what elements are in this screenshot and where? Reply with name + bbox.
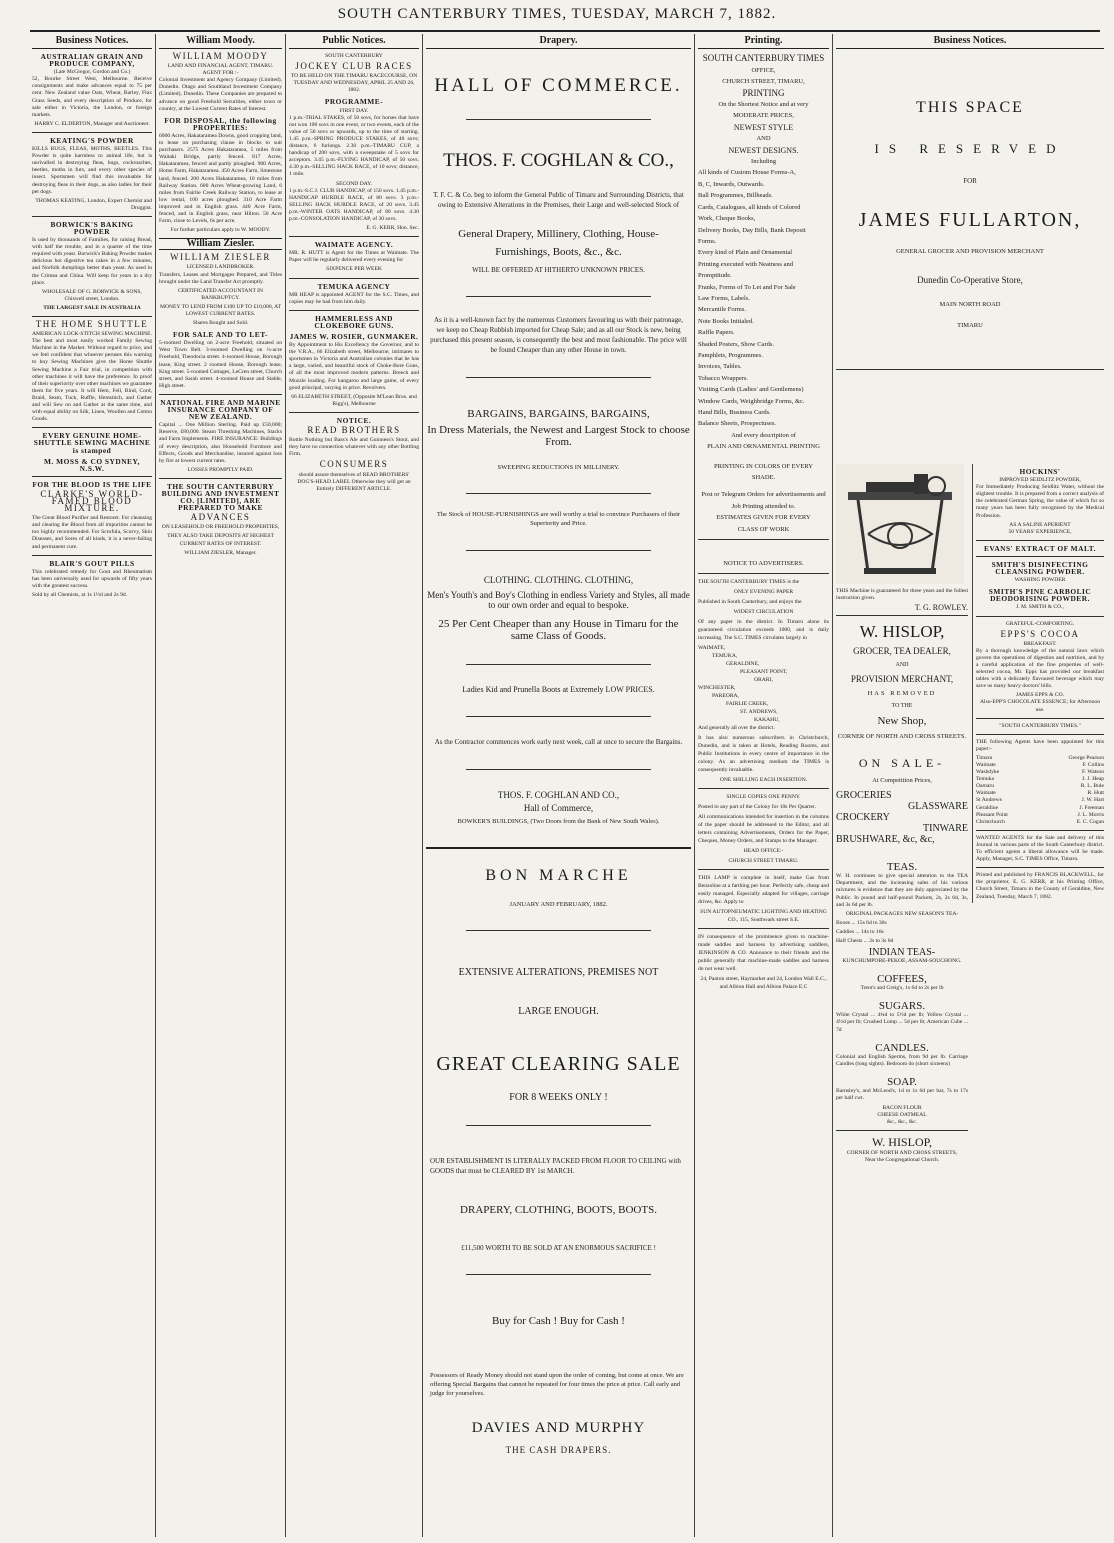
national-heading: NATIONAL FIRE AND MARINE INSURANCE COMPANY OF NEW ZEALAND. — [160, 397, 281, 422]
mens-clothing: Men's Youth's and Boy's Clothing in endless Variety and Styles, all made to our own order and equal to bespoke. — [427, 590, 690, 610]
keating-heading: KEATING'S POWDER — [50, 135, 134, 145]
fifty-years: 50 YEARS' EXPERIENCE, — [1008, 528, 1072, 535]
and: AND — [895, 662, 909, 669]
agent-place: Christchurch — [976, 818, 1005, 825]
town-item: WINCHESTER, — [698, 685, 736, 692]
subscribers: It has also numerous subscribers in Christchurch, Dunedin, and is taken at Hotels, Reading Rooms, and Public Institutions in every centre of importance in the colony. As an advertising medium the TIMES is consequently invaluable. — [698, 735, 829, 774]
programme-heading: PROGRAMME- — [324, 97, 384, 107]
candles-heading: CANDLES. — [875, 1041, 929, 1054]
town-item: WAIMATE, — [698, 645, 726, 652]
printing-list-item: Forms. — [698, 237, 717, 245]
home-shuttle-body: The best and most easily worked Family Sewing Machine in the Market. Without regard to price, and we feel confident that whoever peruses this warning to buy Sewing Machines give the Home Shuttle Sewing Machine a Fair trial, in competition with other machines it will have the preference. In proof of their superiority over other machines we guarantee them for five years. It will Hem, Fell, Bind, Cord, Braid, Seam, Tuck, Ruffle, Hemstitch, and Gather and will Sew on and Gather at the same time, and with equal ability on Silk, Linen, Woollen and Cotton Goods. — [32, 338, 152, 423]
ladies-boots: Ladies Kid and Prunella Boots at Extremely LOW PRICES. — [462, 685, 655, 694]
kunchumpore: KUNCHUMPORE-PEKOE, ASSAM-SOUCHONG. — [842, 958, 962, 965]
dress-materials: In Dress Materials, the Newest and Largest Stock to choose From. — [427, 424, 690, 448]
printing-list-item: Tobacco Wrappers. — [698, 374, 749, 382]
hockins-heading: HOCKINS' — [1019, 467, 1061, 476]
washing-powder: WASHING POWDER — [1014, 577, 1066, 584]
sewing-machine-illustration — [836, 464, 964, 584]
left-subcolumn — [836, 464, 968, 1164]
rosier-heading: JAMES W. ROSIER, GUNMAKER. — [289, 332, 419, 341]
masthead-rule — [30, 30, 1100, 32]
extensive-alterations: EXTENSIVE ALTERATIONS, PREMISES NOT — [458, 967, 659, 978]
printing-heading: PRINTING — [742, 87, 785, 98]
keating-body: KILLS BUGS, FLEAS, MOTHS, BEETLES. This Powder is quite harmless to animal life, but is unrivalled in destroying fleas, bugs, cockroaches, beetles, moths in furs, and every other species of insect. Sportsmen will find this invaluable for destroying fleas in their dogs, as also ladies for their pet dogs. — [32, 146, 152, 195]
percent-cheaper: 25 Per Cent Cheaper than any House in Timaru for the same Class of Goods. — [438, 618, 679, 642]
competition-prices: At Competition Prices, — [872, 777, 932, 785]
main-north-road: MAIN NORTH ROAD — [939, 301, 1001, 308]
general-drapery: General Drapery, Millinery, Clothing, House- — [458, 228, 659, 240]
sct-quote: "SOUTH CANTERBURY TIMES." — [999, 722, 1081, 729]
unknown-prices: WILL BE OFFERED AT HITHERTO UNKNOWN PRICES. — [472, 266, 645, 274]
machine-guarantee: THIS Machine is guaranteed for three years and the fullest instruction given. — [836, 588, 968, 602]
deposits: THEY ALSO TAKE DEPOSITS AT HIGHEST CURRENT RATES OF INTEREST. — [167, 533, 274, 547]
agent-name: R. L. Bule — [1080, 783, 1104, 790]
column-rule — [155, 34, 156, 1537]
losses-paid: LOSSES PROMPTLY PAID. — [187, 466, 254, 473]
agent-name: F. Watson — [1082, 769, 1104, 776]
post-orders: Post or Telegram Orders for advertisements and Job Printing attended to. — [701, 491, 826, 510]
teas-body: W. H. continues to give special attention to the TEA Department, and the increasing sales of his various mixtures is evidence that they are duly appreciated by the Public. In pound and half-pound Packets, 2s, 2s 6d, 3s, and 3s 6d per lb. — [836, 873, 968, 908]
generally: And generally all over the district. — [698, 725, 775, 732]
race-signature: E. G. KERR, Hon. Sec. — [366, 225, 419, 232]
agent-row — [976, 797, 1104, 804]
town-item: TEMUKA, — [712, 653, 738, 660]
read-brothers-foot: should assure themselves of READ BROTHERS' DOG'S-HEAD LABEL Otherwise they will get an Entirely DIFFERENT ARTICLE. — [297, 471, 411, 492]
well-known-fact: As it is a well-known fact by the numerous Customers favouring us with their patronage, we keep no Cheap Rubbish imported for Cheap Sale; and as all our Stock is new, being purchased this present season, is consequently the best and most fashionable. The price will be found Cheaper than any other House in town. — [430, 316, 687, 354]
moody-heading: WILLIAM MOODY — [172, 51, 269, 61]
column-william-moody — [159, 34, 282, 1537]
colours: PRINTING IN COLORS OF EVERY — [714, 462, 813, 470]
shortest-notice: On the Shortest Notice and at very — [718, 101, 809, 109]
enormous-sacrifice: £11,500 WORTH TO BE SOLD AT AN ENORMOUS SACRIFICE ! — [461, 1244, 656, 1252]
grain-heading: AUSTRALIAN GRAIN AND PRODUCE COMPANY, — [40, 52, 144, 69]
dunedin-cooperative: Dunedin Co-Operative Store, — [917, 275, 1023, 285]
printing-list-item: Note Books Initialed. — [698, 317, 754, 325]
waimate-heading: WAIMATE AGENCY. — [314, 240, 394, 250]
town-item: ORARI, — [754, 677, 773, 684]
james-epps: JAMES EPPS & CO. — [1015, 692, 1065, 699]
town-item: GERALDINE, — [726, 661, 760, 668]
is-reserved: IS RESERVED — [874, 141, 1066, 156]
printing-list-item: Delivery Books, Day Bills, Bank Deposit — [698, 226, 806, 234]
printing-list-item: Mercantile Forms. — [698, 306, 747, 314]
agent-name: R. Hutt — [1087, 790, 1104, 797]
agent-row — [976, 776, 1104, 783]
this-space: THIS SPACE — [916, 99, 1024, 116]
ziesler-heading: WILLIAM ZIESLER — [170, 252, 271, 263]
printing-list-item: Law Forms, Labels. — [698, 294, 750, 302]
printing-list-item: Printing executed with Neatness and — [698, 260, 793, 268]
agent-place: Timaru — [976, 754, 993, 761]
printing-list-item: Cards, Catalogues, all kinds of Colored — [698, 203, 801, 211]
on-sale: ON SALE- — [858, 756, 946, 771]
ziesler-shares: Shares Bought and Sold. — [192, 320, 249, 327]
tinware: TINWARE — [923, 823, 968, 835]
saline-aperient: AS A SALINE APERIENT — [1009, 521, 1071, 528]
printing-list-item: Raffle Papers. — [698, 329, 735, 337]
printing-list-item: Shaded Posters, Show Cards. — [698, 340, 775, 348]
grateful-comforting: GRATEFUL-COMFORTING. — [1005, 620, 1075, 627]
cash-drapers: THE CASH DRAPERS. — [505, 1445, 612, 1455]
hislop-heading: W. HISLOP, — [859, 622, 945, 642]
disposal-signature: For further particulars apply to W. MOODY. — [170, 227, 271, 234]
hammerless-heading: HAMMERLESS AND CLOKEBORE GUNS. — [314, 313, 394, 330]
read-brothers-body: Bottle Nothing but Bass's Ale and Guinness's Stout, and they have no connection whatever with any other Bottling Firm. — [289, 437, 419, 458]
corner-streets: CORNER OF NORTH AND CROSS STREETS. — [837, 733, 967, 741]
disposal-body: 6000 Acres, Hakataramea Downs, good cropping land, to lease on purchasing clause in blocks to suit purchasers. 2575 Acres Hakataramea, 5 miles from Waitaki Bridge, partly fenced. 817 Acres, Hakataramea, fenced and partly ploughed. 900 Acres, Home Farm, Hakataramea. 450 Acres Farm, limestone land, fenced. 200 Acres Hakataramea, 10 miles from Railway Station. 600 Acres Wheat-growing Land, 6 miles from Fairlie Creek Railway Station, to lease at low rental, 100 acres ploughed. 310 Acre Farm improved and in English grass. 440 Acre Farm, fenced, and in English grass, near Hilton. 50 Acre Farm, close to Levels, 6s per acre. — [159, 132, 282, 225]
agent-row — [976, 790, 1104, 797]
agent-row — [976, 769, 1104, 776]
brushware: BRUSHWARE, &c, &c, — [836, 834, 935, 846]
jockey-club-sub: TO BE HELD ON THE TIMARU RACECOURSE, ON TUESDAY AND WEDNESDAY, APRIL 25 AND 26, 1882. — [290, 73, 418, 94]
bowker-buildings: BOWKER'S BUILDINGS, (Two Doors from the Bank of New South Wales). — [457, 818, 660, 825]
printing-list-item: Franks, Forms of To Let and For Sale — [698, 283, 796, 291]
column-heading: William Moody. — [159, 34, 282, 49]
towns-list — [698, 644, 829, 724]
national-body: Capital ... One Million Sterling. Paid up £50,000; Reserve, £80,000. Steam Threshing Machines, Stacks and Farm Implements. FIRE INSURANCE: Buildings of every description, also Household Furniture and Effects, Goods and Merchandise, insured against loss by fire at lowest current rates. — [159, 422, 282, 464]
column-rule — [422, 34, 423, 1537]
corner-footer: CORNER OF NORTH AND CROSS STREETS, — [846, 1150, 958, 1157]
town-item: KAKAHU, — [754, 717, 780, 724]
possessors-notice: Possessors of Ready Money should not stand upon the order of coming, but come at once. We are offering Special Bargains that cannot be repeated for four times the price at price. Call early and judge for yourselves. — [430, 1372, 684, 1397]
single-copies: SINGLE COPIES ONE PENNY. — [726, 794, 801, 801]
js-smith: J. M. SMITH & CO., — [1016, 604, 1064, 611]
coghlan-heading: THOS. F. COGHLAN & CO., — [443, 150, 674, 171]
agent-name: George Pearson — [1068, 754, 1104, 761]
ziesler-column-heading: William Ziesler. — [159, 238, 282, 250]
forsale-body: 5-roomed Dwelling on 2-acre Freehold, situated on West Town Belt. 3-roomed Dwelling on ¼-acre Freehold, Theodocia street. 4-roomed House, Borough lease, King street. 2 roomed House, Borough lease, King street. 5-roomed Cottages, LeCren street, Church street, and Sarah street. 4-roomed House and Stable, High street. — [159, 340, 282, 389]
sct-heading: SOUTH CANTERBURY TIMES — [702, 53, 825, 64]
cheese-oatmeal: CHEESE OATMEAL — [877, 1112, 927, 1119]
advances-heading: ADVANCES — [190, 512, 251, 523]
lamp-ad: THIS LAMP is complete in itself, make Gas from Benzoline at a farthing per hour. Perfectly safe, cheap and easily managed. Especially adapted for villages, carriage drives, &c. Apply to — [698, 875, 829, 906]
coghlan-intro: T. F. C. & Co. beg to inform the General Public of Timaru and Surrounding Districts, that owing to Extensive Alterations in the Premises, their Large and well-selected Stock of — [433, 191, 684, 209]
printing-list-item: Window Cards, Weighbridge Forms, &c. — [698, 397, 805, 405]
bon-marche-heading: BON MARCHE — [485, 867, 632, 884]
to-the: TO THE — [891, 703, 913, 710]
sixpence: SIXPENCE PER WEEK — [326, 266, 382, 273]
every-description: And every description of — [731, 431, 796, 439]
column-drapery — [426, 34, 691, 1537]
great-clearing-sale: GREAT CLEARING SALE — [436, 1053, 681, 1075]
printing-list-item: Visiting Cards (Ladies' and Gentlemens) — [698, 386, 804, 394]
crockery: CROCKERY — [836, 812, 890, 824]
column-heading: Printing. — [698, 34, 829, 49]
blair-body: This celebrated remedy for Gout and Rheumatism has been universally used for upwards of fifty years with the greatest success. — [32, 568, 152, 589]
hislop-footer: W. HISLOP, — [872, 1135, 932, 1150]
agent-row — [976, 812, 1104, 819]
tea-dealer: GROCER, TEA DEALER, — [853, 646, 951, 657]
clarke-heading: CLARKE'S WORLD-FAMED BLOOD MIXTURE. — [40, 488, 144, 514]
notice-heading: NOTICE. — [336, 415, 372, 425]
jockey-club-pre: SOUTH CANTERBURY — [325, 53, 383, 59]
ziesler-body: Transfers, Leases and Mortgages Prepared, and Titles brought under the Land Transfer Act promptly. — [159, 271, 282, 285]
and: AND — [756, 135, 771, 143]
contractor-notice: As the Contractor commences work early next week, call at once to secure the Bargains. — [434, 738, 683, 746]
shade: SHADE. — [751, 474, 776, 482]
agent-row — [976, 783, 1104, 790]
first-day: FIRST DAY. — [339, 107, 369, 114]
agent-place: Waimate — [976, 762, 996, 768]
groceries: GROCERIES — [836, 790, 892, 802]
glassware: GLASSWARE — [907, 801, 968, 813]
agent-place: Washdyke — [976, 769, 1000, 776]
district: Of any paper in the district. In Timaru alone its guaranteed circulation exceeds 1000, and is daily increasing. The S.C. TIMES circulates largely in — [698, 619, 829, 642]
drapery-clothing-boots: DRAPERY, CLOTHING, BOOTS, BOOTS. — [460, 1204, 657, 1216]
coghlan-signature: THOS. F. COGHLAN AND CO., — [497, 790, 620, 800]
forsale-heading: FOR SALE AND TO LET- — [173, 330, 268, 340]
near-church: Near the Congregational Church. — [864, 1157, 940, 1164]
printing-list-item: Balance Sheets, Prospectuses. — [698, 420, 776, 428]
notice-advertisers: NOTICE TO ADVERTISERS. — [723, 560, 804, 568]
printing-list-item: Invoices, Tables. — [698, 363, 742, 371]
agent-row — [976, 819, 1104, 826]
column-rule — [285, 34, 286, 1537]
blair-signature: Sold by all Chemists, at 1s 1½d and 2s 9d. — [32, 592, 128, 598]
rosier-body: By Appointment to His Excellency the Governor, and to the V.R.A., 66 Elizabeth street, Melbourne, intimates to sportsmen in Victoria and Australian colonies that he has a large, varied, and beautiful stock of Choke-Bore Guns, of all the most improved modern patterns. Breech and Muzzle loading. For kangaroo and large game, of every good principal, varying in price. Revolvers. — [289, 342, 419, 391]
has-removed: HAS REMOVED — [867, 690, 937, 698]
boxes: Boxes ... 15s 6d to 30s — [836, 919, 887, 926]
new-shop: New Shop, — [877, 715, 927, 728]
agent-row — [976, 762, 1104, 769]
newest-style: NEWEST STYLE — [733, 122, 794, 132]
largest-sale: THE LARGEST SALE IN AUSTRALIA — [43, 304, 141, 311]
only-evening: ONLY EVENING PAPER — [733, 589, 794, 596]
general-grocer: GENERAL GROCER AND PROVISION MERCHANT — [896, 248, 1044, 255]
coffees-body: Trent's and Greig's, 1s 6d to 2s per lb — [860, 985, 944, 992]
only-paper: THE SOUTH CANTERBURY TIMES is the — [698, 579, 800, 586]
temuka-body: MR HEAP is appointed AGENT for the S.C. Times, and copies may be had from him daily. — [289, 291, 419, 305]
rosier-address: 66 ELIZABETH STREET, (Opposite M'Lean Bros. and Rigg's), Melbourne — [291, 393, 417, 407]
borwick-heading: BORWICK'S BAKING POWDER — [50, 219, 134, 236]
town-item: ST. ANDREWS, — [740, 709, 778, 716]
epps-body: By a thorough knowledge of the natural laws which govern the operations of digestion and nutrition, and by a careful application of the fine properties of well-selected cocoa, Mr. Epps has provided our breakfast tables with a delicately flavoured beverage which may save us many heavy doctors' bills. — [976, 647, 1104, 690]
column-heading: Drapery. — [426, 34, 691, 49]
large-enough: LARGE ENOUGH. — [518, 1006, 599, 1017]
moody-subheading: LAND AND FINANCIAL AGENT, TIMARU. — [167, 63, 274, 70]
smith-disinfecting: SMITH'S DISINFECTING CLEANSING POWDER. — [991, 559, 1089, 577]
agents-list — [976, 755, 1104, 826]
home-shuttle-subheading: AMERICAN LOCK-STITCH SEWING MACHINE. — [32, 331, 152, 338]
agent-place: Oamaru — [976, 783, 995, 790]
masthead: SOUTH CANTERBURY TIMES, TUESDAY, MARCH 7, 1882. — [337, 6, 777, 22]
column-business-notices — [32, 34, 152, 1537]
provision-merchant: PROVISION MERCHANT, — [850, 674, 954, 685]
printing-list-item: Hand Bills, Business Cards. — [698, 409, 771, 416]
ziesler-money: MONEY TO LEND FROM £100 UP TO £10,000, AT LOWEST CURRENT RATES. — [159, 303, 281, 317]
column-heading: Business Notices. — [32, 34, 152, 49]
davies-murphy: DAVIES AND MURPHY — [471, 1420, 646, 1436]
breakfast: BREAKFAST. — [1023, 640, 1057, 647]
town-item: PLEASANT POINT, — [740, 669, 788, 676]
printing-list-item: Ball Programmes, Billheads. — [698, 192, 773, 200]
soap-heading: SOAP. — [887, 1075, 917, 1088]
jenkinson-address: 24, Panton street, Haymarket and 24, London Wall E.C., and Albion Hall and Albion Palace E.C — [700, 976, 827, 991]
communications: All communications intended for insertion in the columns of the paper should be addressed to the Editor, and all letters containing Advertisements, Orders for the Paper, Cheques, Money Orders, and Stamps to the Manager. — [698, 814, 829, 845]
printing-list-item: All kinds of Custom House Forms-A, — [698, 169, 796, 177]
printing-list — [698, 167, 829, 429]
agent-name: E. C. Cogan — [1076, 818, 1104, 825]
hall-signature: Hall of Commerce, — [523, 803, 594, 813]
chocolate-essence: Also-EPP'S CHOCOLATE ESSENCE; for Afternoon use. — [979, 699, 1101, 713]
leasehold: ON LEASEHOLD OR FREEHOLD PROPERTIES, — [161, 524, 280, 531]
ziesler-signature: WILLIAM ZIESLER, Manager. — [184, 549, 257, 556]
agent-place: Temuka — [976, 776, 994, 783]
etc: &c., &c., &c. — [886, 1119, 918, 1126]
town-item: PAREORA, — [712, 693, 739, 700]
head-office: HEAD OFFICE:- — [743, 848, 784, 855]
estimates: ESTIMATES GIVEN FOR EVERY — [716, 514, 811, 522]
sugars-heading: SUGARS. — [878, 1000, 926, 1013]
agent-name: F. Collins — [1082, 762, 1104, 768]
printing-list-item: Pamphlets, Programmes. — [698, 351, 763, 359]
office: OFFICE, — [751, 66, 776, 74]
evans-malt: EVANS' EXTRACT OF MALT. — [984, 543, 1096, 553]
printing-list-item: Work, Cheque Books, — [698, 215, 756, 223]
wanted-agents: WANTED AGENTS for the Sale and delivery of this Journal in various parts of the South Canterbury district. To efficient agents a liberal allowance will be made. Apply, Manager, S.C. TIMES Office, Timaru. — [976, 834, 1104, 863]
race-body-first-day: 1 p.m.-TRIAL STAKES, of 50 sovs, for horses that have not won 100 sovs in one event, or two events, each of the value of 50 sovs or upwards, up to the time of starting. 1.45 p.m.-SPRING PRODUCE STAKES, of 40 sovs; distance, 6 furlongs. 2.30 p.m.-TIMARU CUP, a handicap of 200 sovs, with a sweepstake of 5 sovs for acceptors. 3.45 p.m.-FLYING HANDICAP, of 50 sovs. 4.30 p.m.-SELLING HACK RACE, of 10 sovs; distance, 1 mile. — [289, 114, 419, 178]
establishment-notice: OUR ESTABLISHMENT IS LITERALLY PACKED FROM FLOOR TO CEILING with GOODS that must be CLEARED BY 1st MARCH. — [430, 1157, 681, 1175]
imprint: Printed and published by FRANCIS BLACKWELL, for the proprietor, E. G. KERR, at his Printing Office, Church Street, Timaru in the County of Geraldine, New Zealand, Tuesday, March 7, 1882. — [976, 872, 1104, 900]
agent-name: J. J. Heap — [1082, 776, 1104, 783]
clothing-heading: CLOTHING. CLOTHING. CLOTHING, — [483, 575, 634, 585]
newest-designs: NEWEST DESIGNS. — [728, 145, 799, 155]
printing-list-item: B, C, Inwards, Outwards. — [698, 180, 765, 188]
bargains-heading: BARGAINS, BARGAINS, BARGAINS, — [467, 408, 650, 420]
printing-list-item: Every kind of Plain and Ornamental — [698, 249, 793, 257]
house-furnishings: The Stock of HOUSE-FURNISHINGS are well worthy a trial to convince Purchasers of their Superiority and Price. — [436, 511, 681, 527]
genuine-heading: EVERY GENUINE HOME-SHUTTLE SEWING MACHINE is stamped — [33, 431, 151, 455]
column-printing — [698, 34, 829, 1537]
sweeping-reductions: SWEEPING REDUCTIONS IN MILLINERY. — [497, 464, 620, 471]
agent-row — [976, 755, 1104, 762]
column-business-notices-right — [836, 34, 1104, 1537]
smith-carbolic: SMITH'S PINE CARBOLIC DEODORISING POWDER. — [988, 587, 1092, 604]
for: FOR — [963, 177, 977, 185]
bacon-flour: BACON FLOUR — [882, 1104, 922, 1111]
agent-place: St Andrews — [976, 797, 1002, 804]
column-rule — [832, 34, 833, 1537]
published: Published in South Canterbury, and enjoys the — [698, 599, 802, 606]
clarke-body: The Great Blood Purifier and Restorer. For cleansing and clearing the Blood from all impurities cannot be too highly recommended. For Scrofula, Scurvy, Skin Diseases, and Sores of all kinds, it is a never-failing and permanent cure. — [32, 515, 152, 550]
seidlitz-heading: IMPROVED SEIDLITZ POWDER, — [999, 477, 1081, 484]
epps-cocoa: EPPS'S COCOA — [1000, 628, 1080, 639]
agent-place: Waimate — [976, 790, 996, 797]
jockey-club-heading: JOCKEY CLUB RACES — [295, 61, 413, 72]
including: Including — [751, 158, 776, 166]
teas-heading: TEAS. — [886, 861, 918, 874]
trust-heading: THE SOUTH CANTERBURY BUILDING AND INVESTMENT CO. [LIMITED], ARE PREPARED TO MAKE — [161, 481, 280, 513]
ziesler-certificate: CERTIFICATED ACCOUNTANT IN BANKRUPTCY. — [177, 287, 264, 301]
grain-signature: HARRY C. ELDERTON, Manager and Auctioneer. — [34, 120, 150, 127]
sugars-body: White Crystal ... 4¾d to 5½d per lb; Yellow Crystal ... 4½d per lb; Crushed Lump ... 5d per lb; American Cube ... 7d — [836, 1012, 968, 1033]
column-heading: Business Notices. — [836, 34, 1104, 49]
grain-body: 52, Bourke Street West, Melbourne. Receive consignments and make advances equal to 75 per cent. New Zealand value Oats, Wheat, Barley, Flax Grass Seeds, and every description of Produce, for sale either in Victoria, the London, or foreign markets. — [32, 76, 152, 118]
agent-place: Pleasant Point — [976, 811, 1008, 818]
posted: Posted to any part of the Colony for 10s Per Quarter. — [698, 804, 816, 811]
blood-heading: FOR THE BLOOD IS THE LIFE — [32, 479, 152, 489]
moderate-prices: MODERATE PRICES, — [733, 112, 794, 120]
race-body-second-day: 1 p.m.-S.C.J. CLUB HANDICAP, of 150 sovs. 1.45 p.m.-HANDICAP HURDLE RACE, of 80 sovs. 3 p.m.-SELLING HACK HURDLE RACE, of 20 sovs. 3.45 p.m.-WINTER OATS HANDICAP, of 80 sovs. 4.30 p.m.-CONSOLATION HANDICAP, of 30 sovs. — [289, 187, 419, 222]
agent-name: J. W. Hart — [1081, 797, 1104, 804]
agents-intro: THE following Agents have been appointed for this paper:- — [976, 738, 1104, 752]
town-item: FAIRLIE CREEK, — [726, 701, 769, 708]
read-brothers-heading: READ BROTHERS — [307, 425, 401, 436]
printing-list-item: Promptitude. — [698, 272, 732, 280]
soap-body: Barnsley's, and McLeod's, 1d to 1s 6d per bar, 7s to 17s per half cwt. — [836, 1087, 968, 1101]
home-shuttle-heading: THE HOME SHUTTLE — [35, 319, 149, 329]
column-rule — [694, 34, 695, 1537]
agent-for: AGENT FOR :- — [202, 70, 239, 77]
jenkinson-ad: IN consequence of the prominence given to machine-made saddles and harness by advertising saddlers, JENKINSON & CO. Announce to their friends and the public generally that machine-made saddles and harness do not wear well. — [698, 934, 829, 973]
james-fullarton: JAMES FULLARTON, — [858, 209, 1082, 231]
church-street-timaru: CHURCH STREET TIMARU. — [728, 858, 799, 865]
agent-name: J. L. Morris — [1077, 811, 1104, 818]
consumers-heading: CONSUMERS — [319, 459, 389, 470]
disposal-heading: FOR DISPOSAL, the following PROPERTIES: — [164, 115, 277, 132]
ziesler-subheading: LICENSED LANDBROKER. — [186, 264, 255, 271]
original-packages: ORIGINAL PACKAGES NEW SEASON'S TEA- — [845, 910, 959, 917]
second-day: SECOND DAY. — [335, 180, 373, 187]
half-chests: Half Chests ... 2s to 3s 6d — [836, 938, 894, 945]
column-public-notices — [289, 34, 419, 1537]
seidlitz-body: For Immediately Producing Seidlitz Water, without the slightest trouble. It is prepared from a correct analysis of the celebrated German Spring, the value of which for so many years has been fully recognised by the Medical Profession. — [976, 484, 1104, 519]
borwick-signature: WHOLESALE OF G. BORWICK & SONS, Chiswell street, London. — [42, 288, 142, 302]
widest-circulation: WIDEST CIRCULATION — [733, 609, 794, 616]
keating-signature: THOMAS KEATING, London, Expert Chemist and Druggist. — [35, 197, 152, 211]
rowley: T. G. ROWLEY. — [914, 603, 968, 613]
moss-signature: M. MOSS & CO SYDNEY, N.S.W. — [44, 456, 140, 473]
class-of-work: CLASS OF WORK — [737, 525, 790, 533]
january-february: JANUARY AND FEBRUARY, 1882. — [509, 901, 608, 908]
candles-body: Colonial and English Sperms, from 9d per lb. Carriage Candles (long sights). Bedroom do (short sixteens) — [836, 1053, 968, 1067]
temuka-heading: TEMUKA AGENCY — [317, 281, 391, 291]
waimate-body: MR. R. HUTT is Agent for the Times at Waimate. The Paper will be regularly delivered every evening for — [289, 250, 419, 264]
furnishings: Furnishings, Boots, &c., &c. — [495, 246, 622, 258]
eight-weeks: FOR 8 WEEKS ONLY ! — [509, 1092, 608, 1103]
sun-company: SUN AUTOPNEUMATIC LIGHTING AND HEATING CO., 115, Southwark street S.E. — [700, 909, 827, 924]
one-shilling: ONE SHILLING EACH INSERTION. — [719, 777, 808, 784]
timaru: TIMARU — [957, 322, 983, 329]
caddies: Caddies ... 14s to 16s — [836, 928, 884, 935]
agent-name: J. Freeman — [1079, 804, 1104, 811]
right-subcolumn — [972, 464, 1104, 903]
moody-body: Colonial Investment and Agency Company (Limited), Dunedin. Otago and Southland Investment Company (Limited), Dunedin. These Companies are prepared to advance on good Freehold Securities, either town or country, at the Lowest Current Rates of Interest. — [159, 77, 282, 112]
borwick-body: Is used by thousands of Families, for raising Bread, with half the trouble, and in a quarter of the time required with yeast. Borwick's Baking Powder makes delicious hot digestive tea cakes in a few minutes, and Norfolk dumplings better than yeast. As used in the Crimea and China. Will keep for years in a dry place. — [32, 237, 152, 286]
agent-place: Geraldine — [976, 804, 999, 811]
coffees-heading: COFFEES, — [877, 973, 927, 986]
indian-teas: INDIAN TEAS- — [868, 947, 936, 959]
agent-row — [976, 805, 1104, 812]
church-street: CHURCH STREET, TIMARU, — [722, 78, 805, 86]
column-heading: Public Notices. — [289, 34, 419, 49]
buy-for-cash: Buy for Cash ! Buy for Cash ! — [492, 1315, 625, 1327]
grain-subheading: (Late McGregor, Gordon and Co.) — [53, 69, 131, 76]
hall-of-commerce-heading: HALL OF COMMERCE. — [434, 75, 683, 96]
blair-heading: BLAIR'S GOUT PILLS — [49, 558, 135, 568]
plain-printing: PLAIN AND ORNAMENTAL PRINTING — [707, 443, 820, 451]
